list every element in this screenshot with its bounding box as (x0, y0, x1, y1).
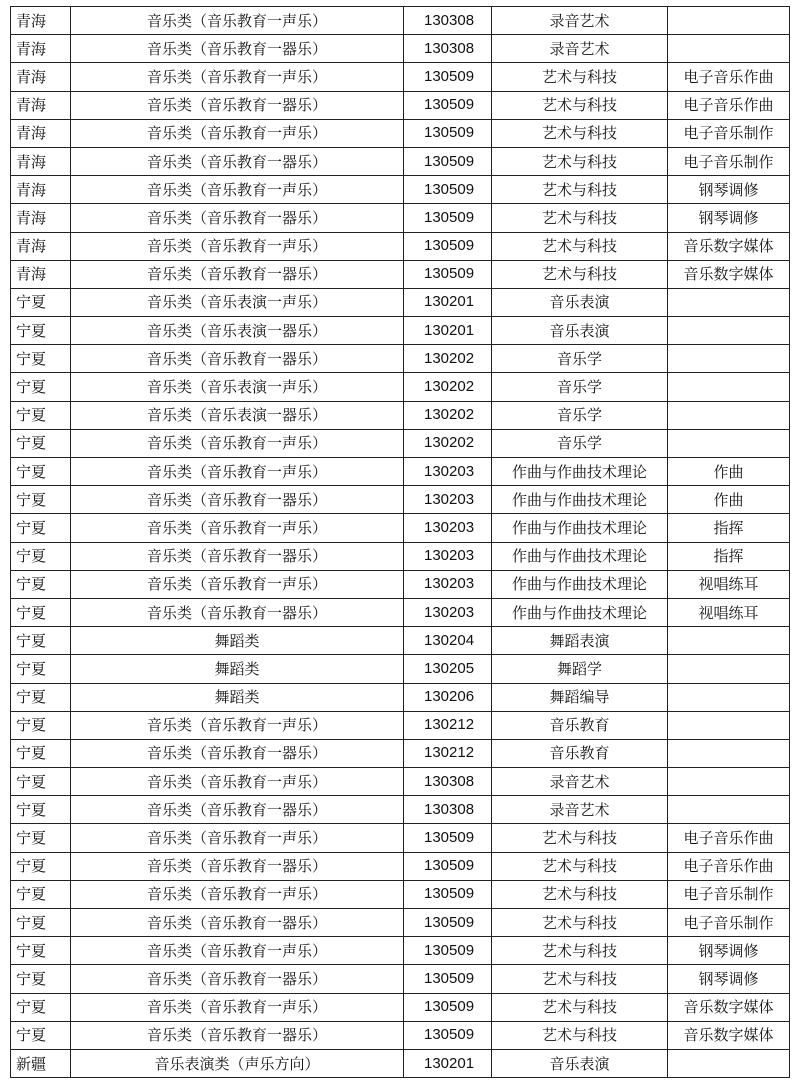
direction-cell: 钢琴调修 (668, 176, 790, 204)
major-code-cell: 130308 (404, 768, 492, 796)
category-cell: 音乐类（音乐教育一声乐） (71, 880, 404, 908)
major-code-cell: 130201 (404, 1049, 492, 1077)
category-cell: 音乐类（音乐教育一声乐） (71, 429, 404, 457)
table-row (11, 711, 790, 739)
category-cell: 音乐类（音乐教育一声乐） (71, 570, 404, 598)
table-row (11, 627, 790, 655)
major-name-cell: 艺术与科技 (492, 824, 668, 852)
major-name-cell: 艺术与科技 (492, 204, 668, 232)
province-cell: 宁夏 (11, 965, 71, 993)
major-name-cell: 艺术与科技 (492, 176, 668, 204)
major-name-cell: 舞蹈学 (492, 655, 668, 683)
province-cell: 青海 (11, 119, 71, 147)
major-name-cell: 音乐表演 (492, 288, 668, 316)
table-row (11, 7, 790, 35)
major-code-cell: 130308 (404, 7, 492, 35)
major-name-cell: 音乐学 (492, 345, 668, 373)
table-row (11, 570, 790, 598)
table-row (11, 852, 790, 880)
direction-cell: 电子音乐作曲 (668, 852, 790, 880)
table-row (11, 937, 790, 965)
direction-cell (668, 288, 790, 316)
province-cell: 宁夏 (11, 429, 71, 457)
major-code-cell: 130204 (404, 627, 492, 655)
direction-cell (668, 683, 790, 711)
major-code-cell: 130203 (404, 486, 492, 514)
category-cell: 音乐类（音乐教育一器乐） (71, 739, 404, 767)
major-name-cell: 艺术与科技 (492, 909, 668, 937)
major-name-cell: 艺术与科技 (492, 147, 668, 175)
table-row (11, 63, 790, 91)
major-name-cell: 音乐学 (492, 373, 668, 401)
direction-cell (668, 7, 790, 35)
province-cell: 宁夏 (11, 824, 71, 852)
table-row (11, 542, 790, 570)
table-row (11, 204, 790, 232)
province-cell: 宁夏 (11, 542, 71, 570)
direction-cell (668, 655, 790, 683)
table-row (11, 429, 790, 457)
category-cell: 音乐类（音乐教育一声乐） (71, 824, 404, 852)
direction-cell: 作曲 (668, 486, 790, 514)
direction-cell (668, 1049, 790, 1077)
category-cell: 音乐类（音乐教育一器乐） (71, 542, 404, 570)
major-code-cell: 130509 (404, 232, 492, 260)
direction-cell (668, 345, 790, 373)
major-code-cell: 130203 (404, 570, 492, 598)
direction-cell (668, 627, 790, 655)
province-cell: 宁夏 (11, 768, 71, 796)
direction-cell: 作曲 (668, 458, 790, 486)
category-cell: 舞蹈类 (71, 655, 404, 683)
major-code-cell: 130202 (404, 429, 492, 457)
direction-cell: 指挥 (668, 514, 790, 542)
province-cell: 宁夏 (11, 993, 71, 1021)
table-row (11, 909, 790, 937)
table-row (11, 91, 790, 119)
major-name-cell: 艺术与科技 (492, 1021, 668, 1049)
province-cell: 宁夏 (11, 683, 71, 711)
major-name-cell: 艺术与科技 (492, 965, 668, 993)
province-cell: 宁夏 (11, 1021, 71, 1049)
category-cell: 音乐类（音乐教育一声乐） (71, 993, 404, 1021)
category-cell: 音乐类（音乐表演一器乐） (71, 317, 404, 345)
table-row (11, 514, 790, 542)
category-cell: 音乐类（音乐教育一器乐） (71, 260, 404, 288)
province-cell: 青海 (11, 260, 71, 288)
direction-cell (668, 711, 790, 739)
direction-cell: 指挥 (668, 542, 790, 570)
table-row (11, 1021, 790, 1049)
major-code-cell: 130203 (404, 458, 492, 486)
major-code-cell: 130308 (404, 796, 492, 824)
major-name-cell: 作曲与作曲技术理论 (492, 542, 668, 570)
major-name-cell: 音乐表演 (492, 1049, 668, 1077)
province-cell: 宁夏 (11, 317, 71, 345)
province-cell: 青海 (11, 91, 71, 119)
table-row (11, 1049, 790, 1077)
category-cell: 音乐类（音乐教育一声乐） (71, 514, 404, 542)
category-cell: 舞蹈类 (71, 683, 404, 711)
category-cell: 音乐类（音乐教育一器乐） (71, 852, 404, 880)
direction-cell: 视唱练耳 (668, 570, 790, 598)
province-cell: 宁夏 (11, 655, 71, 683)
major-code-cell: 130201 (404, 288, 492, 316)
category-cell: 音乐类（音乐教育一声乐） (71, 119, 404, 147)
category-cell: 音乐类（音乐教育一声乐） (71, 7, 404, 35)
category-cell: 音乐类（音乐教育一声乐） (71, 458, 404, 486)
direction-cell: 钢琴调修 (668, 965, 790, 993)
table-row (11, 147, 790, 175)
major-code-cell: 130203 (404, 514, 492, 542)
table-row (11, 965, 790, 993)
province-cell: 宁夏 (11, 373, 71, 401)
major-name-cell: 艺术与科技 (492, 937, 668, 965)
category-cell: 音乐类（音乐教育一器乐） (71, 147, 404, 175)
table-row (11, 35, 790, 63)
table-row (11, 373, 790, 401)
major-name-cell: 艺术与科技 (492, 993, 668, 1021)
major-code-cell: 130509 (404, 937, 492, 965)
category-cell: 音乐类（音乐表演一声乐） (71, 288, 404, 316)
major-code-cell: 130202 (404, 401, 492, 429)
major-name-cell: 录音艺术 (492, 7, 668, 35)
table-row (11, 598, 790, 626)
table-row (11, 824, 790, 852)
direction-cell: 视唱练耳 (668, 598, 790, 626)
direction-cell: 电子音乐制作 (668, 909, 790, 937)
province-cell: 宁夏 (11, 739, 71, 767)
major-name-cell: 作曲与作曲技术理论 (492, 486, 668, 514)
table-row (11, 317, 790, 345)
direction-cell: 钢琴调修 (668, 204, 790, 232)
major-code-cell: 130509 (404, 91, 492, 119)
major-code-cell: 130201 (404, 317, 492, 345)
direction-cell: 音乐数字媒体 (668, 1021, 790, 1049)
major-name-cell: 艺术与科技 (492, 91, 668, 119)
province-cell: 新疆 (11, 1049, 71, 1077)
category-cell: 音乐类（音乐教育一器乐） (71, 91, 404, 119)
table-row (11, 880, 790, 908)
admissions-table (10, 6, 790, 1078)
province-cell: 青海 (11, 232, 71, 260)
major-name-cell: 作曲与作曲技术理论 (492, 570, 668, 598)
major-code-cell: 130205 (404, 655, 492, 683)
direction-cell: 电子音乐作曲 (668, 63, 790, 91)
major-code-cell: 130212 (404, 711, 492, 739)
major-code-cell: 130509 (404, 1021, 492, 1049)
category-cell: 音乐类（音乐教育一器乐） (71, 598, 404, 626)
table-row (11, 739, 790, 767)
direction-cell: 音乐数字媒体 (668, 993, 790, 1021)
table-body (11, 7, 790, 1078)
major-code-cell: 130509 (404, 260, 492, 288)
direction-cell: 电子音乐制作 (668, 119, 790, 147)
table-row (11, 768, 790, 796)
category-cell: 音乐类（音乐教育一声乐） (71, 63, 404, 91)
major-name-cell: 录音艺术 (492, 35, 668, 63)
direction-cell (668, 796, 790, 824)
province-cell: 青海 (11, 63, 71, 91)
table-row (11, 458, 790, 486)
province-cell: 青海 (11, 204, 71, 232)
direction-cell (668, 429, 790, 457)
major-code-cell: 130212 (404, 739, 492, 767)
direction-cell: 音乐数字媒体 (668, 232, 790, 260)
table-row (11, 119, 790, 147)
direction-cell (668, 768, 790, 796)
category-cell: 音乐类（音乐教育一声乐） (71, 768, 404, 796)
major-name-cell: 艺术与科技 (492, 880, 668, 908)
province-cell: 宁夏 (11, 711, 71, 739)
major-name-cell: 艺术与科技 (492, 232, 668, 260)
major-name-cell: 作曲与作曲技术理论 (492, 514, 668, 542)
category-cell: 音乐类（音乐教育一声乐） (71, 232, 404, 260)
major-code-cell: 130206 (404, 683, 492, 711)
province-cell: 宁夏 (11, 458, 71, 486)
major-code-cell: 130509 (404, 852, 492, 880)
table-row (11, 796, 790, 824)
direction-cell (668, 317, 790, 345)
major-code-cell: 130203 (404, 598, 492, 626)
table-row (11, 683, 790, 711)
major-name-cell: 艺术与科技 (492, 852, 668, 880)
category-cell: 音乐类（音乐教育一器乐） (71, 486, 404, 514)
major-name-cell: 艺术与科技 (492, 63, 668, 91)
category-cell: 音乐类（音乐教育一器乐） (71, 909, 404, 937)
major-name-cell: 作曲与作曲技术理论 (492, 598, 668, 626)
table-row (11, 655, 790, 683)
province-cell: 宁夏 (11, 345, 71, 373)
major-name-cell: 音乐学 (492, 401, 668, 429)
direction-cell: 钢琴调修 (668, 937, 790, 965)
direction-cell: 音乐数字媒体 (668, 260, 790, 288)
province-cell: 宁夏 (11, 909, 71, 937)
direction-cell: 电子音乐作曲 (668, 91, 790, 119)
table-row (11, 345, 790, 373)
province-cell: 宁夏 (11, 937, 71, 965)
province-cell: 宁夏 (11, 570, 71, 598)
province-cell: 宁夏 (11, 796, 71, 824)
category-cell: 音乐类（音乐教育一声乐） (71, 711, 404, 739)
direction-cell: 电子音乐制作 (668, 147, 790, 175)
major-code-cell: 130509 (404, 909, 492, 937)
category-cell: 舞蹈类 (71, 627, 404, 655)
major-code-cell: 130509 (404, 63, 492, 91)
major-code-cell: 130202 (404, 345, 492, 373)
province-cell: 宁夏 (11, 627, 71, 655)
category-cell: 音乐表演类（声乐方向） (71, 1049, 404, 1077)
province-cell: 宁夏 (11, 486, 71, 514)
major-code-cell: 130509 (404, 204, 492, 232)
category-cell: 音乐类（音乐教育一器乐） (71, 796, 404, 824)
major-name-cell: 音乐教育 (492, 711, 668, 739)
major-code-cell: 130509 (404, 993, 492, 1021)
major-code-cell: 130509 (404, 824, 492, 852)
major-name-cell: 录音艺术 (492, 768, 668, 796)
province-cell: 宁夏 (11, 880, 71, 908)
major-name-cell: 艺术与科技 (492, 119, 668, 147)
major-name-cell: 录音艺术 (492, 796, 668, 824)
province-cell: 宁夏 (11, 401, 71, 429)
major-code-cell: 130509 (404, 119, 492, 147)
table-row (11, 176, 790, 204)
table-row (11, 288, 790, 316)
table-row (11, 232, 790, 260)
direction-cell (668, 739, 790, 767)
major-code-cell: 130509 (404, 880, 492, 908)
category-cell: 音乐类（音乐表演一声乐） (71, 373, 404, 401)
direction-cell: 电子音乐制作 (668, 880, 790, 908)
province-cell: 青海 (11, 147, 71, 175)
major-name-cell: 艺术与科技 (492, 260, 668, 288)
major-code-cell: 130509 (404, 965, 492, 993)
major-code-cell: 130509 (404, 176, 492, 204)
category-cell: 音乐类（音乐教育一器乐） (71, 35, 404, 63)
category-cell: 音乐类（音乐教育一声乐） (71, 937, 404, 965)
major-code-cell: 130509 (404, 147, 492, 175)
major-code-cell: 130203 (404, 542, 492, 570)
major-name-cell: 作曲与作曲技术理论 (492, 458, 668, 486)
province-cell: 青海 (11, 176, 71, 204)
major-name-cell: 音乐教育 (492, 739, 668, 767)
category-cell: 音乐类（音乐教育一器乐） (71, 204, 404, 232)
major-name-cell: 音乐表演 (492, 317, 668, 345)
category-cell: 音乐类（音乐教育一声乐） (71, 176, 404, 204)
province-cell: 宁夏 (11, 598, 71, 626)
table-row (11, 401, 790, 429)
direction-cell (668, 35, 790, 63)
province-cell: 青海 (11, 35, 71, 63)
province-cell: 宁夏 (11, 514, 71, 542)
table-row (11, 993, 790, 1021)
major-name-cell: 舞蹈表演 (492, 627, 668, 655)
category-cell: 音乐类（音乐表演一器乐） (71, 401, 404, 429)
category-cell: 音乐类（音乐教育一器乐） (71, 965, 404, 993)
direction-cell: 电子音乐作曲 (668, 824, 790, 852)
major-name-cell: 舞蹈编导 (492, 683, 668, 711)
category-cell: 音乐类（音乐教育一器乐） (71, 345, 404, 373)
major-code-cell: 130202 (404, 373, 492, 401)
province-cell: 青海 (11, 7, 71, 35)
major-name-cell: 音乐学 (492, 429, 668, 457)
category-cell: 音乐类（音乐教育一器乐） (71, 1021, 404, 1049)
province-cell: 宁夏 (11, 852, 71, 880)
province-cell: 宁夏 (11, 288, 71, 316)
table-row (11, 486, 790, 514)
direction-cell (668, 373, 790, 401)
table-row (11, 260, 790, 288)
direction-cell (668, 401, 790, 429)
major-code-cell: 130308 (404, 35, 492, 63)
